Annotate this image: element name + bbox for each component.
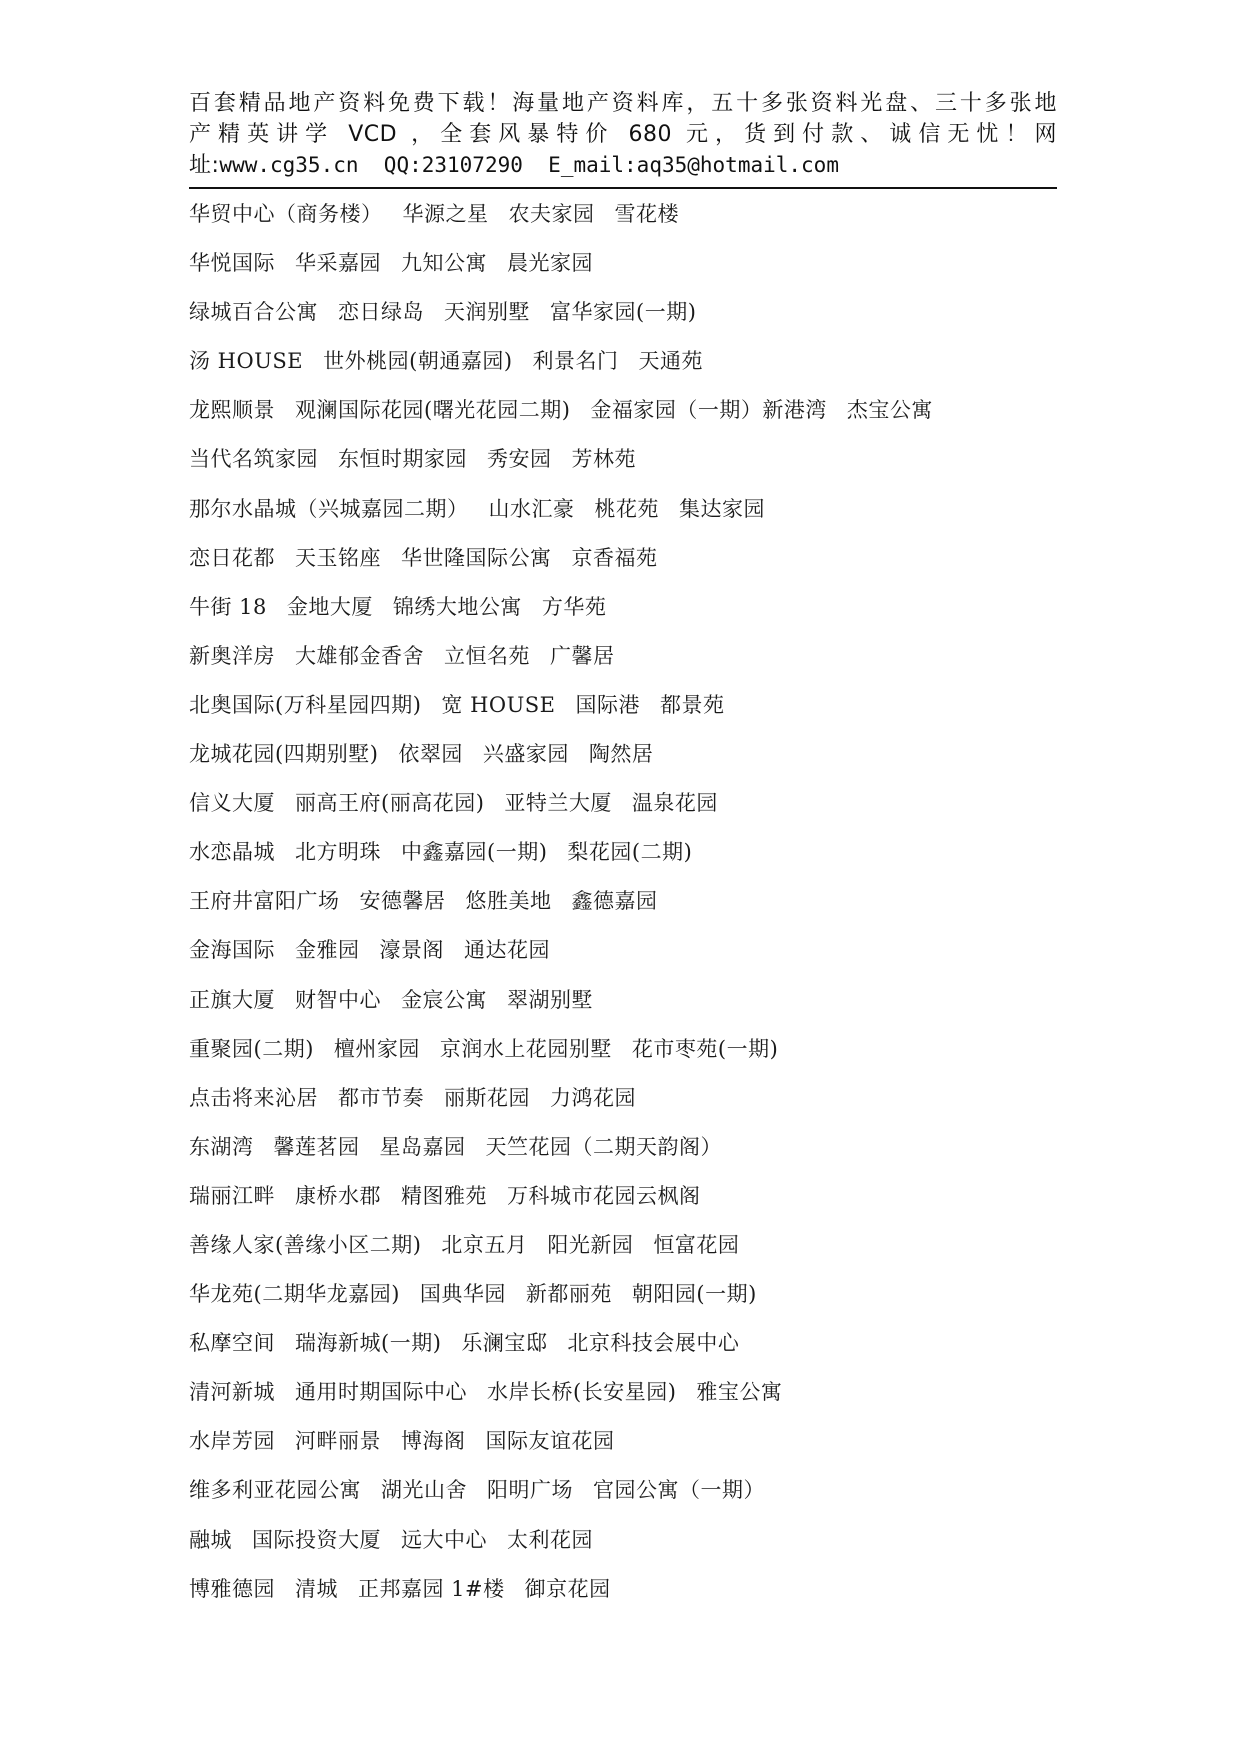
property-name: 融城 — [189, 1527, 232, 1552]
property-name: 梨花园(二期) — [567, 840, 693, 865]
property-row — [189, 829, 1057, 878]
property-name: 龙熙顺景 — [189, 398, 275, 423]
property-name: 王府井富阳广场 — [189, 889, 340, 914]
property-row — [189, 878, 1057, 927]
property-name: 水岸长桥(长安星园) — [487, 1380, 677, 1405]
property-name: 国际友谊花园 — [485, 1429, 615, 1454]
property-name: 恋日绿岛 — [338, 300, 424, 325]
property-name: 天竺花园（二期天韵阁） — [485, 1134, 722, 1159]
property-row — [189, 191, 1057, 240]
property-name: 金宸公寓 — [401, 987, 487, 1012]
property-name: 北京五月 — [441, 1232, 528, 1257]
property-row — [189, 486, 1057, 535]
property-name: 广馨居 — [550, 643, 615, 668]
property-row — [189, 387, 1057, 436]
property-name: 华龙苑(二期华龙嘉园) — [189, 1282, 400, 1307]
property-name: 瑞海新城(一期) — [295, 1331, 442, 1356]
property-name: 远大中心 — [401, 1527, 487, 1552]
property-row — [189, 927, 1057, 976]
property-row — [189, 1271, 1057, 1320]
property-name: 水恋晶城 — [189, 840, 275, 865]
property-name: 馨莲茗园 — [273, 1134, 360, 1159]
property-name: 宽 HOUSE — [441, 692, 556, 717]
property-name: 点击将来沁居 — [189, 1085, 318, 1110]
property-name: 北方明珠 — [295, 840, 381, 865]
property-row — [189, 682, 1057, 731]
property-name: 翠湖别墅 — [507, 987, 593, 1012]
property-name: 东恒时期家园 — [338, 447, 467, 472]
property-name: 金海国际 — [189, 938, 275, 963]
property-name: 汤 HOUSE — [189, 349, 304, 374]
property-name: 鑫德嘉园 — [571, 889, 658, 914]
property-name: 东湖湾 — [189, 1134, 254, 1159]
property-list — [189, 191, 1057, 1615]
property-name: 通用时期国际中心 — [295, 1380, 467, 1405]
property-name: 芳林苑 — [571, 447, 636, 472]
property-name: 朝阳园(一期) — [631, 1282, 757, 1307]
property-row — [189, 780, 1057, 829]
property-name: 恋日花都 — [189, 545, 275, 570]
property-row — [189, 1173, 1057, 1222]
property-name: 华世隆国际公寓 — [401, 545, 552, 570]
header-divider — [189, 187, 1057, 189]
website-prefix: 址: — [189, 153, 220, 178]
property-row — [189, 289, 1057, 338]
property-name: 绿城百合公寓 — [189, 300, 318, 325]
header-line-3 — [189, 150, 1057, 181]
property-name: 牛街 18 — [189, 594, 267, 619]
property-name: 锦绣大地公寓 — [392, 594, 522, 619]
property-row — [189, 977, 1057, 1026]
property-name: 北京科技会展中心 — [567, 1331, 740, 1356]
property-name: 大雄郁金香舍 — [295, 643, 424, 668]
property-row — [189, 535, 1057, 584]
property-name: 私摩空间 — [189, 1331, 275, 1356]
property-name: 华贸中心（商务楼） — [189, 202, 383, 226]
property-name: 世外桃园(朝通嘉园) — [323, 349, 513, 374]
property-name: 都景苑 — [660, 692, 725, 717]
property-name: 当代名筑家园 — [189, 447, 318, 472]
property-name: 天玉铭座 — [295, 545, 381, 570]
property-row — [189, 240, 1057, 289]
property-row — [189, 633, 1057, 682]
property-name: 恒富花园 — [653, 1232, 740, 1257]
property-name: 瑞丽江畔 — [189, 1183, 275, 1208]
property-name: 那尔水晶城（兴城嘉园二期） — [189, 496, 469, 521]
property-name: 龙城花园(四期别墅) — [189, 742, 379, 767]
property-name: 财智中心 — [295, 987, 381, 1012]
property-name: 方华苑 — [541, 594, 607, 619]
property-name: 博海阁 — [401, 1429, 466, 1454]
property-name: 万科城市花园云枫阁 — [507, 1183, 701, 1208]
qq-number: QQ:23107290 — [383, 153, 523, 177]
property-row — [189, 436, 1057, 485]
property-name: 康桥水郡 — [295, 1183, 381, 1208]
property-name: 雅宝公寓 — [696, 1380, 783, 1405]
property-name: 利景名门 — [532, 349, 619, 374]
property-name: 国际港 — [575, 692, 641, 717]
property-name: 雪花楼 — [614, 202, 679, 226]
property-name: 檀州家园 — [333, 1036, 420, 1061]
property-name: 太利花园 — [507, 1527, 593, 1552]
property-name: 农夫家园 — [508, 202, 595, 226]
email-address[interactable]: E_mail:aq35@hotmail.com — [548, 153, 839, 177]
property-name: 国典华园 — [419, 1282, 506, 1307]
property-name: 杰宝公寓 — [846, 398, 933, 423]
property-name: 通达花园 — [464, 938, 550, 963]
property-name: 丽斯花园 — [444, 1085, 530, 1110]
property-name: 乐澜宝邸 — [461, 1331, 548, 1356]
property-name: 阳明广场 — [487, 1478, 573, 1503]
property-name: 星岛嘉园 — [379, 1134, 466, 1159]
property-name: 湖光山舍 — [381, 1478, 467, 1503]
property-name: 重聚园(二期) — [189, 1036, 314, 1061]
property-name: 精图雅苑 — [401, 1183, 487, 1208]
property-name: 集达家园 — [679, 496, 765, 521]
property-name: 北奥国际(万科星园四期) — [189, 692, 422, 717]
property-row — [189, 584, 1057, 633]
advertisement-header — [189, 88, 1057, 181]
property-name: 天润别墅 — [444, 300, 530, 325]
property-name: 善缘人家(善缘小区二期) — [189, 1232, 422, 1257]
property-name: 桃花苑 — [594, 496, 659, 521]
property-name: 立恒名苑 — [444, 643, 530, 668]
property-name: 富华家园(一期) — [550, 300, 697, 325]
property-row — [189, 1369, 1057, 1418]
property-name: 博雅德园 — [189, 1576, 275, 1601]
property-name: 金雅园 — [295, 938, 360, 963]
property-name: 新都丽苑 — [525, 1282, 612, 1307]
website-link[interactable]: www.cg35.cn — [219, 153, 359, 177]
property-name: 都市节奏 — [338, 1085, 424, 1110]
property-row — [189, 1075, 1057, 1124]
property-name: 国际投资大厦 — [252, 1527, 381, 1552]
property-name: 秀安园 — [487, 447, 552, 472]
property-name: 华悦国际 — [189, 251, 275, 276]
property-name: 濠景阁 — [379, 938, 444, 963]
property-name: 华源之星 — [402, 202, 489, 226]
property-row — [189, 1467, 1057, 1516]
property-name: 安德馨居 — [359, 889, 446, 914]
property-name: 华采嘉园 — [295, 251, 381, 276]
property-name: 金地大厦 — [286, 594, 373, 619]
property-name: 新奥洋房 — [189, 643, 275, 668]
property-name: 京润水上花园别墅 — [439, 1036, 612, 1061]
property-name: 悠胜美地 — [465, 889, 552, 914]
property-row — [189, 1517, 1057, 1566]
property-name: 兴盛家园 — [482, 742, 569, 767]
property-name: 金福家园（一期）新港湾 — [590, 398, 827, 423]
property-row — [189, 1222, 1057, 1271]
property-name: 丽高王府(丽高花园) — [295, 791, 485, 816]
property-name: 依翠园 — [398, 742, 463, 767]
property-row — [189, 1026, 1057, 1075]
property-name: 维多利亚花园公寓 — [189, 1478, 361, 1503]
property-row — [189, 1320, 1057, 1369]
property-name: 清河新城 — [189, 1380, 275, 1405]
document-page — [189, 88, 1057, 1615]
property-name: 花市枣苑(一期) — [631, 1036, 779, 1061]
property-name: 御京花园 — [524, 1576, 611, 1601]
property-name: 观澜国际花园(曙光花园二期) — [295, 398, 571, 423]
property-row — [189, 1566, 1057, 1615]
property-name: 正邦嘉园 1#楼 — [358, 1576, 505, 1601]
property-row — [189, 338, 1057, 387]
property-name: 力鸿花园 — [550, 1085, 636, 1110]
property-name: 清城 — [295, 1576, 338, 1601]
property-name: 温泉花园 — [631, 791, 718, 816]
header-line-2: 产精英讲学 VCD ，全套风暴特价 680 元，货到付款、诚信无忧！网 — [189, 122, 1057, 147]
property-name: 阳光新园 — [547, 1232, 634, 1257]
property-name: 中鑫嘉园(一期) — [401, 840, 548, 865]
property-name: 晨光家园 — [507, 251, 593, 276]
property-row — [189, 1418, 1057, 1467]
property-row — [189, 1124, 1057, 1173]
property-name: 天通苑 — [638, 349, 704, 374]
property-name: 正旗大厦 — [189, 987, 275, 1012]
property-name: 信义大厦 — [189, 791, 275, 816]
property-name: 九知公寓 — [401, 251, 487, 276]
property-name: 官园公寓（一期） — [593, 1478, 765, 1503]
property-name: 水岸芳园 — [189, 1429, 275, 1454]
property-name: 山水汇豪 — [488, 496, 575, 521]
property-name: 河畔丽景 — [295, 1429, 381, 1454]
property-name: 京香福苑 — [571, 545, 658, 570]
property-name: 亚特兰大厦 — [504, 791, 612, 816]
header-line-1: 百套精品地产资料免费下载！海量地产资料库，五十多张资料光盘、三十多张地 — [189, 91, 1057, 116]
property-name: 陶然居 — [588, 742, 654, 767]
property-row — [189, 731, 1057, 780]
